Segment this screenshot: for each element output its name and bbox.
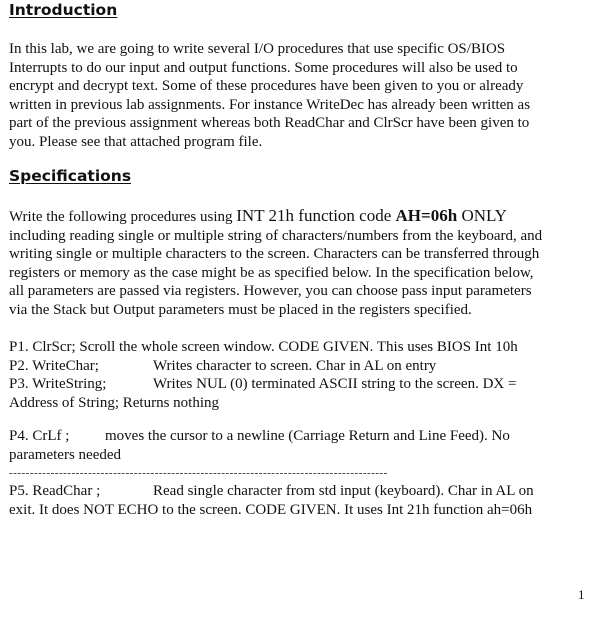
intro-line: encrypt and decrypt text. Some of these procedures have been given to you or already xyxy=(9,78,524,94)
introduction-paragraph xyxy=(9,40,589,151)
spec-line: all parameters are passed via registers. However, you can choose pass input parameters xyxy=(9,283,532,299)
procedure-p4-desc: moves the cursor to a newline (Carriage Return and Line Feed). No xyxy=(105,428,510,444)
spec-interrupt-text: INT 21h function code xyxy=(236,206,396,225)
procedure-p5 xyxy=(9,482,589,501)
spec-line: including reading single or multiple string of characters/numbers from the keyboard, and xyxy=(9,227,543,244)
procedure-p4-block xyxy=(9,427,589,464)
procedure-p5-desc: Read single character from std input (keyboard). Char in AL on xyxy=(153,483,534,499)
procedure-p1: P1. ClrScr; Scroll the whole screen window. CODE GIVEN. This uses BIOS Int 10h xyxy=(9,339,518,355)
procedure-p3-name: P3. WriteString; xyxy=(9,376,107,392)
spec-line: writing single or multiple characters to the screen. Characters can be transferred through xyxy=(9,246,540,262)
procedure-p3-continued: Address of String; Returns nothing xyxy=(9,394,219,411)
spec-line: registers or memory as the case might be as specified below. In the specification below, xyxy=(9,264,534,281)
procedure-p2-name: P2. WriteChar; xyxy=(9,357,99,374)
intro-line: part of the previous assignment whereas both ReadChar and ClrScr have been given to xyxy=(9,115,530,131)
procedure-p2 xyxy=(9,357,589,376)
intro-line: you. Please see that attached program file. xyxy=(9,133,263,150)
intro-line: Interrupts to do our input and output functions. Some procedures will also be used to xyxy=(9,59,518,76)
spec-line-start: Write the following procedures using xyxy=(9,209,237,225)
specifications-paragraph xyxy=(9,207,589,319)
procedure-p5-name: P5. ReadChar ; xyxy=(9,483,101,499)
spec-line: via the Stack but Output parameters must be placed in the registers specified. xyxy=(9,301,472,318)
spec-register-text: AH=06h xyxy=(395,206,458,225)
procedures-p1-p3 xyxy=(9,338,589,412)
introduction-heading: Introduction xyxy=(9,1,118,19)
separator-line: ------------------------------------------------------------------------------------------- xyxy=(9,467,388,479)
intro-line: In this lab, we are going to write several I/O procedures that use specific OS/BIOS xyxy=(9,41,506,57)
procedure-p5-block xyxy=(9,482,589,519)
procedure-p3-desc: Writes NUL (0) terminated ASCII string to the screen. DX = xyxy=(153,376,517,392)
specifications-heading: Specifications xyxy=(9,167,132,185)
procedure-p4 xyxy=(9,427,589,446)
spec-line-first xyxy=(9,207,589,227)
procedure-p3 xyxy=(9,375,589,394)
procedure-p2-desc: Writes character to screen. Char in AL on entry xyxy=(153,357,437,374)
spec-only-text: ONLY xyxy=(457,206,507,225)
procedure-p4-name: P4. CrLf ; xyxy=(9,428,70,444)
intro-line: written in previous lab assignments. For instance WriteDec has already been written as xyxy=(9,96,531,113)
page-number: 1 xyxy=(578,587,585,602)
procedure-p5-continued: exit. It does NOT ECHO to the screen. CODE GIVEN. It uses Int 21h function ah=06h xyxy=(9,501,533,518)
procedure-p4-continued: parameters needed xyxy=(9,446,122,463)
